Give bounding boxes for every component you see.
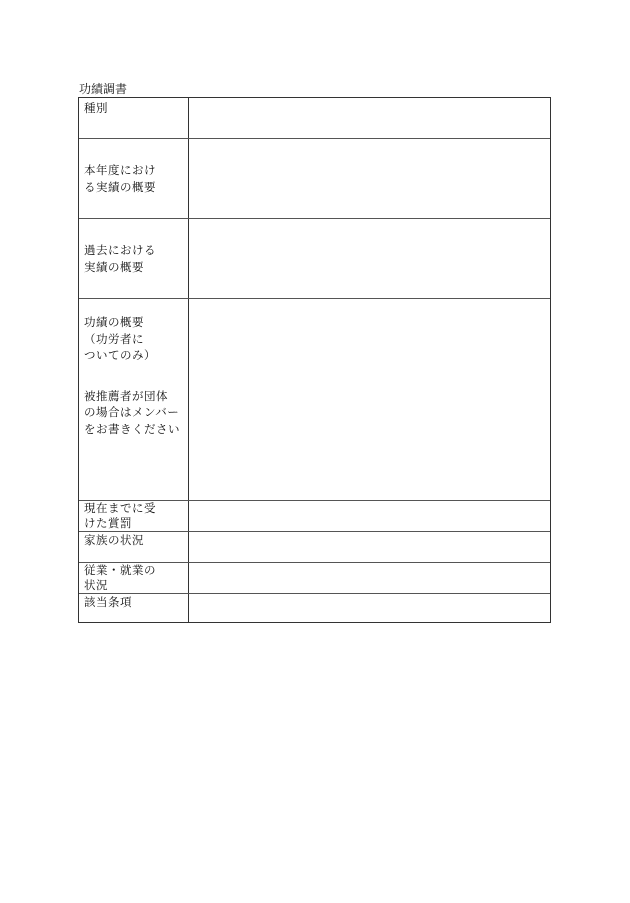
label-employment <box>79 563 189 593</box>
label-line: 本年度におけ <box>84 163 156 177</box>
row-this-year <box>79 138 550 218</box>
value-clause[interactable] <box>189 594 550 622</box>
label-family <box>79 532 189 562</box>
label-line: 功績の概要 <box>84 315 144 329</box>
value-employment[interactable] <box>189 563 550 593</box>
label-line: 該当条項 <box>84 595 132 609</box>
row-summary <box>79 298 550 500</box>
note-line: 被推薦者が団体 <box>84 388 168 403</box>
label-line: 過去における <box>84 243 156 257</box>
value-category[interactable] <box>189 98 550 138</box>
note-line: をお書きください <box>84 421 180 436</box>
label-awards <box>79 501 189 531</box>
row-past <box>79 218 550 298</box>
row-employment <box>79 562 550 593</box>
document-title: 功績調書 <box>79 82 128 96</box>
label-line: 種別 <box>84 101 108 115</box>
label-line: 家族の状況 <box>84 533 144 547</box>
label-line: 従業・就業の <box>84 563 156 577</box>
label-clause <box>79 594 189 622</box>
value-family[interactable] <box>189 532 550 562</box>
label-category <box>79 98 189 138</box>
value-this-year[interactable] <box>189 139 550 218</box>
row-clause <box>79 593 550 622</box>
value-summary[interactable] <box>189 299 550 500</box>
label-past <box>79 219 189 298</box>
label-this-year <box>79 139 189 218</box>
label-line: る実績の概要 <box>84 179 156 194</box>
label-line: 現在までに受 <box>84 501 156 515</box>
achievement-table <box>78 97 551 623</box>
row-category <box>79 98 550 138</box>
label-line: けた賞罰 <box>84 516 132 530</box>
label-summary <box>79 299 189 500</box>
row-awards <box>79 500 550 531</box>
label-line: （功労者に <box>84 331 144 346</box>
value-awards[interactable] <box>189 501 550 531</box>
row-family <box>79 531 550 562</box>
label-line: 実績の概要 <box>84 259 144 274</box>
label-line: ついてのみ） <box>84 348 156 362</box>
note-line: の場合はメンバー <box>84 405 180 419</box>
label-line: 状況 <box>84 578 108 592</box>
value-past[interactable] <box>189 219 550 298</box>
